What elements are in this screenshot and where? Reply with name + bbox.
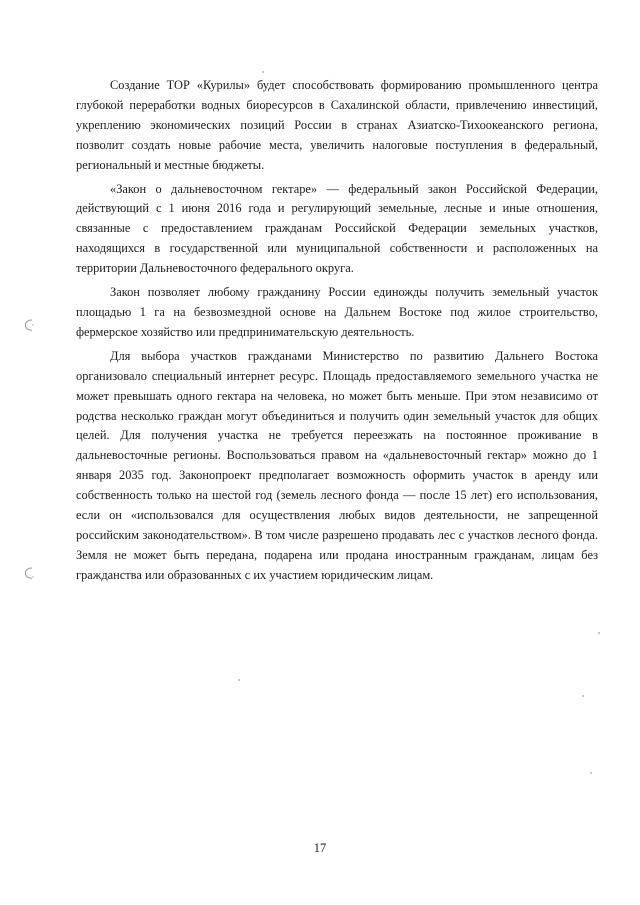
page-number: 17 <box>313 841 327 855</box>
paragraph-far-east-hectare-law: «Закон о дальневосточном гектаре» — федеральный закон Российской Федерации, действующий с 1 июня 2016 года и регулирующий земельные, лесные и иные отношения, связанные с предоставлением гражданам Российской Федерации земельных участков, находящихся в государственной или муниципальной собственности и расположенных на территории Дальневосточного федерального округа. <box>76 181 598 276</box>
binder-hole-mark-icon <box>24 318 35 332</box>
scan-speck <box>262 71 264 73</box>
binder-hole-mark-icon <box>24 566 35 580</box>
scan-speck <box>598 632 600 634</box>
scan-speck <box>590 772 592 774</box>
scan-speck <box>238 679 240 681</box>
paragraph-plot-selection: Для выбора участков гражданами Министерство по развитию Дальнего Востока организовало специальный интернет ресурс. Площадь предоставляемого земельного участка не может превышать одного гектара на человека, но может быть меньше. При этом независимо от родства несколько граждан могут объединиться и получить один земельный участок для общих целей. Для получения участка не требуется переезжать на постоянное проживание в дальневосточные регионы. Воспользоваться правом на «дальневосточный гектар» можно до 1 января 2035 год. Законопроект предполагает возможность оформить участок в аренду или собственность только на шестой год (земель лесного фонда — после 15 лет) его использования, если он «использовался для осуществления любых видов деятельности, не запрещенной российским законодательством». В том числе разрешено продавать лес с участков лесного фонда. Земля не может быть передана, подарена или продана иностранным гражданам, лицам без гражданства или образованных с их участием юридическим лицам. <box>76 348 598 582</box>
paragraph-land-grant: Закон позволяет любому гражданину России единожды получить земельный участок площадью 1 га на безвозмездной основе на Дальнем Востоке под жилое строительство, фермерское хозяйство или предпринимательскую деятельность. <box>76 285 598 339</box>
document-body <box>76 76 598 590</box>
scan-speck <box>582 695 584 697</box>
paragraph-tor-kurily: Создание ТОР «Курилы» будет способствовать формированию промышленного центра глубокой переработки водных биоресурсов в Сахалинской области, привлечению инвестиций, укреплению экономических позиций России в странах Азиатско-Тихоокеанского региона, позволит создать новые рабочие места, увеличить налоговые поступления в федеральный, региональный и местные бюджеты. <box>76 78 598 172</box>
